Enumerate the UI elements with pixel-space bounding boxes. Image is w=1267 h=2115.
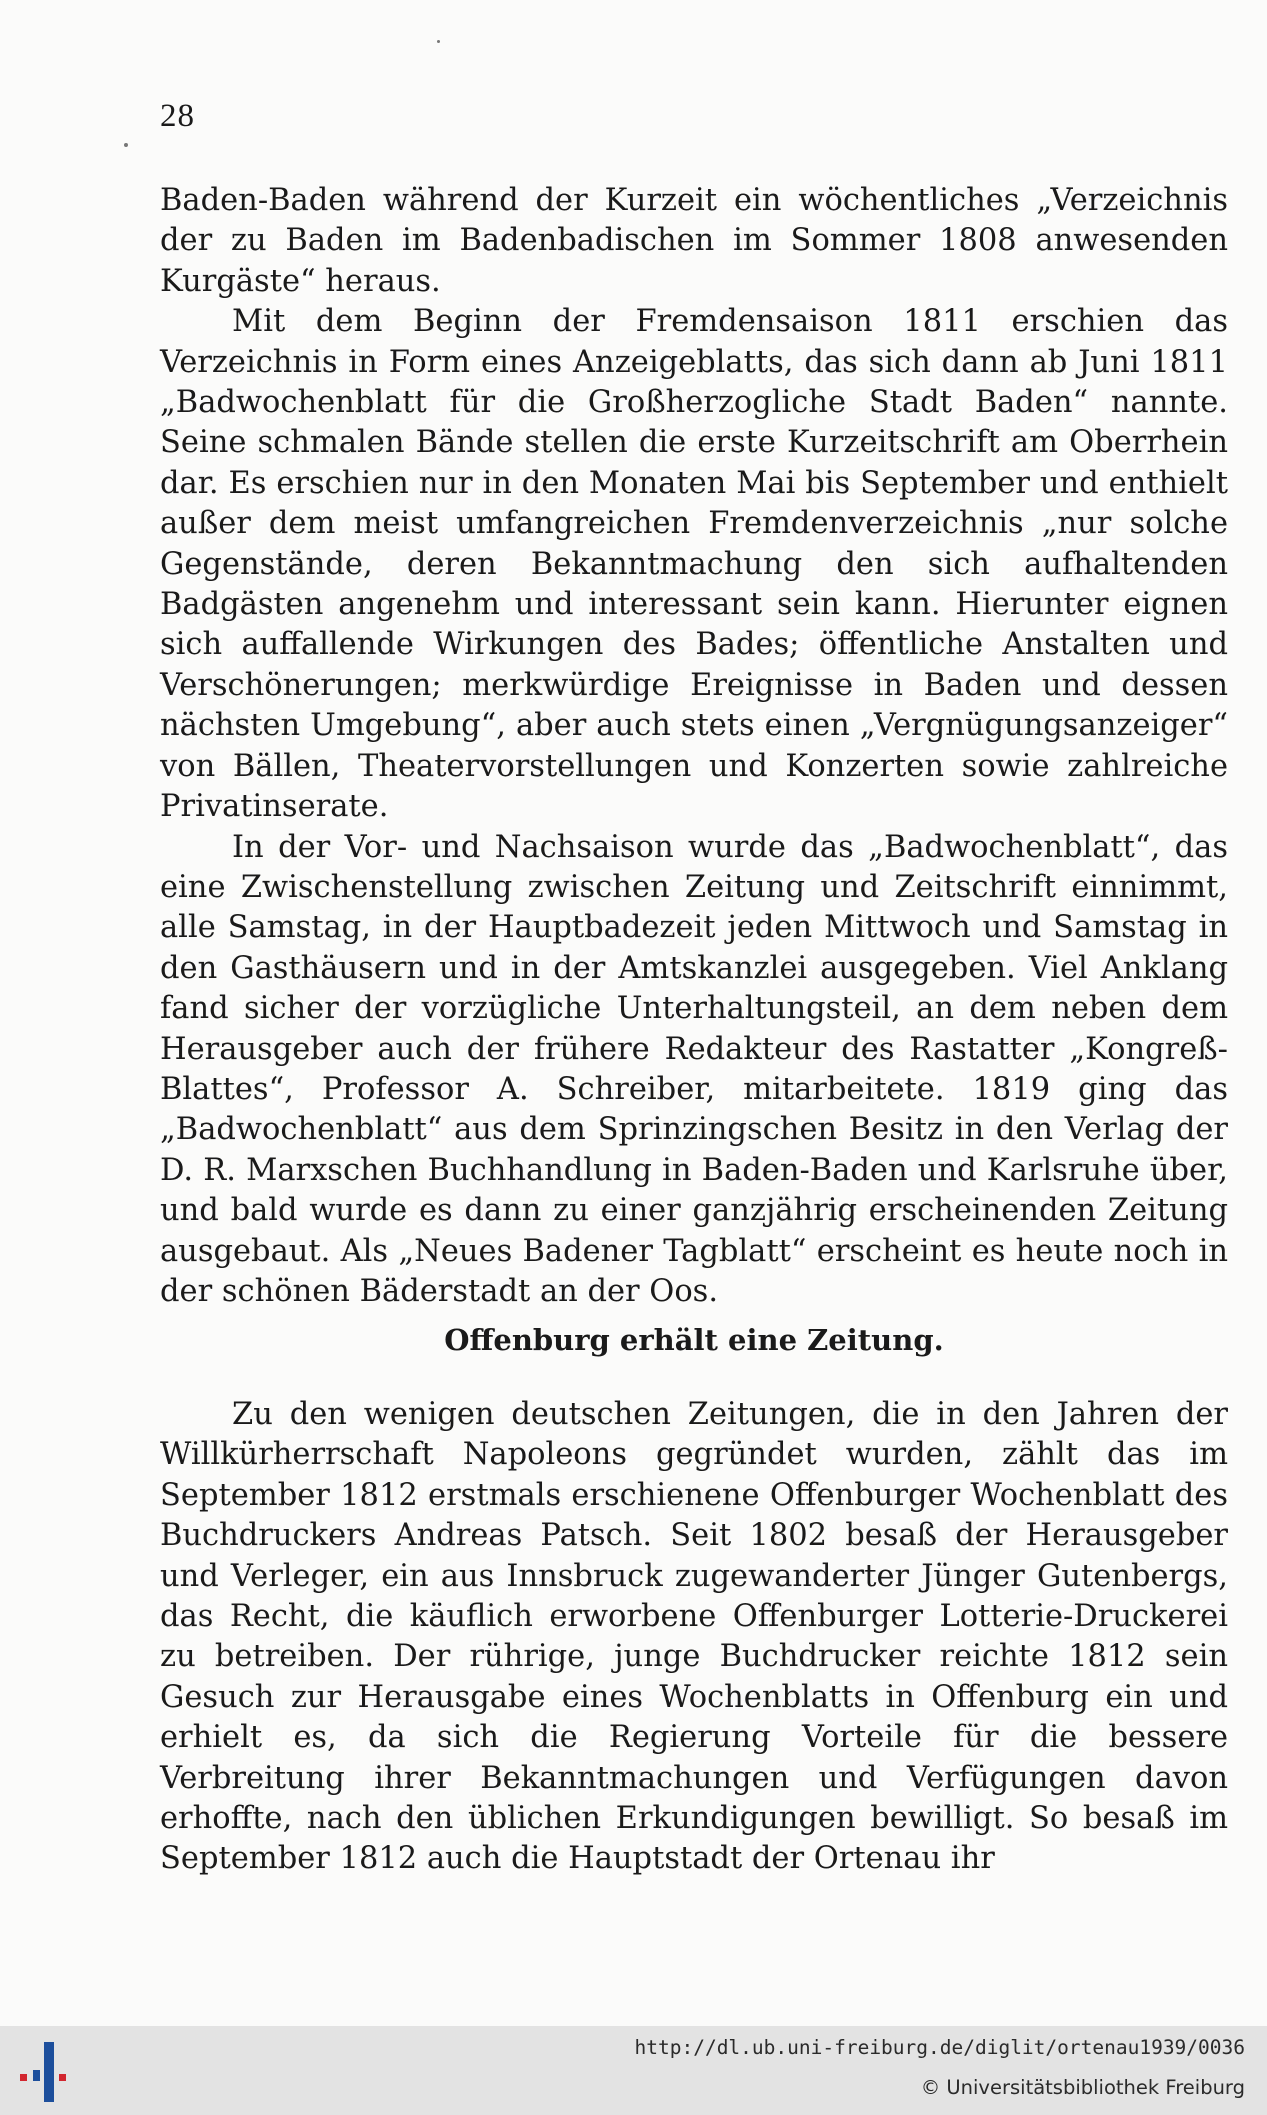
footer-url-link[interactable]: http://dl.ub.uni-freiburg.de/diglit/ortenau1939/0036 — [634, 2036, 1245, 2059]
scan-speck — [124, 143, 128, 147]
paragraph: Baden-Baden während der Kurzeit ein wöchentliches „Verzeichnis der zu Baden im Badenbadischen im Sommer 1808 anwesenden Kurgäste“ heraus. — [160, 183, 1228, 299]
footer-copyright: © Universitätsbibliothek Freiburg — [920, 2076, 1245, 2099]
section-heading: Offenburg erhält eine Zeitung. — [444, 1323, 944, 1357]
paragraph: Zu den wenigen deutschen Zeitungen, die in den Jahren der Willkürherrschaft Napoleons gegründet wurden, zählt das im September 1812 erstmals erschienene Offenburger Wochenblatt des Buchdruckers Andreas Patsch. Seit 1802 besaß der Herausgeber und Verleger, ein aus Innsbruck zugewanderter Jünger Gutenbergs, das Recht, die käuflich erworbene Offenburger Lotterie-Druckerei zu betreiben. Der rührige, junge Buchdrucker reichte 1812 sein Gesuch zur Herausgabe eines Wochenblatts in Offenburg ein und erhielt es, da sich die Regierung Vorteile für die bessere Verbreitung ihrer Bekanntmachungen und Verfügungen davon erhoffte, nach den üblichen Erkundigungen bewilligt. So besaß im September 1812 auch die Hauptstadt der Ortenau ihr — [160, 1397, 1228, 1877]
section-body-text — [160, 1395, 1228, 1880]
scan-speck — [437, 40, 440, 43]
page-number: 28 — [160, 98, 195, 134]
paragraph: Mit dem Beginn der Fremdensaison 1811 erschien das Verzeichnis in Form eines Anzeigeblatts, das sich dann ab Juni 1811 „Badwochenblatt für die Großherzogliche Stadt Baden“ nannte. Seine schmalen Bände stellen die erste Kurzeitschrift am Oberrhein dar. Es erschien nur in den Monaten Mai bis September und enthielt außer dem meist umfangreichen Fremdenverzeichnis „nur solche Gegenstände, deren Bekanntmachung den sich aufhaltenden Badgästen angenehm und interessant sein kann. Hierunter eignen sich auffallende Wirkungen des Bades; öffentliche Anstalten und Verschönerungen; merkwürdige Ereignisse in Baden und dessen nächsten Umgebung“, aber auch stets einen „Vergnügungsanzeiger“ von Bällen, Theatervorstellungen und Konzerten sowie zahlreiche Privatinserate. — [160, 304, 1228, 825]
paragraph: In der Vor- und Nachsaison wurde das „Badwochenblatt“, das eine Zwischenstellung zwischen Zeitung und Zeitschrift einnimmt, alle Samstag, in der Hauptbadezeit jeden Mittwoch und Samstag in den Gasthäusern und in der Amtskanzlei ausgegeben. Viel Anklang fand sicher der vorzügliche Unterhaltungsteil, an dem neben dem Herausgeber auch der frühere Redakteur des Rastatter „Kongreß-Blattes“, Professor A. Schreiber, mitarbeitete. 1819 ging das „Badwochenblatt“ aus dem Sprinzingschen Besitz in den Verlag der D. R. Marxschen Buchhandlung in Baden-Baden und Karlsruhe über, und bald wurde es dann zu einer ganzjährig erscheinenden Zeitung ausgebaut. Als „Neues Badener Tagblatt“ erscheint es heute noch in der schönen Bäderstadt an der Oos. — [160, 829, 1228, 1309]
body-text — [160, 181, 1228, 1312]
footer-bar — [0, 2026, 1267, 2115]
ub-freiburg-logo-icon[interactable] — [14, 2040, 78, 2104]
